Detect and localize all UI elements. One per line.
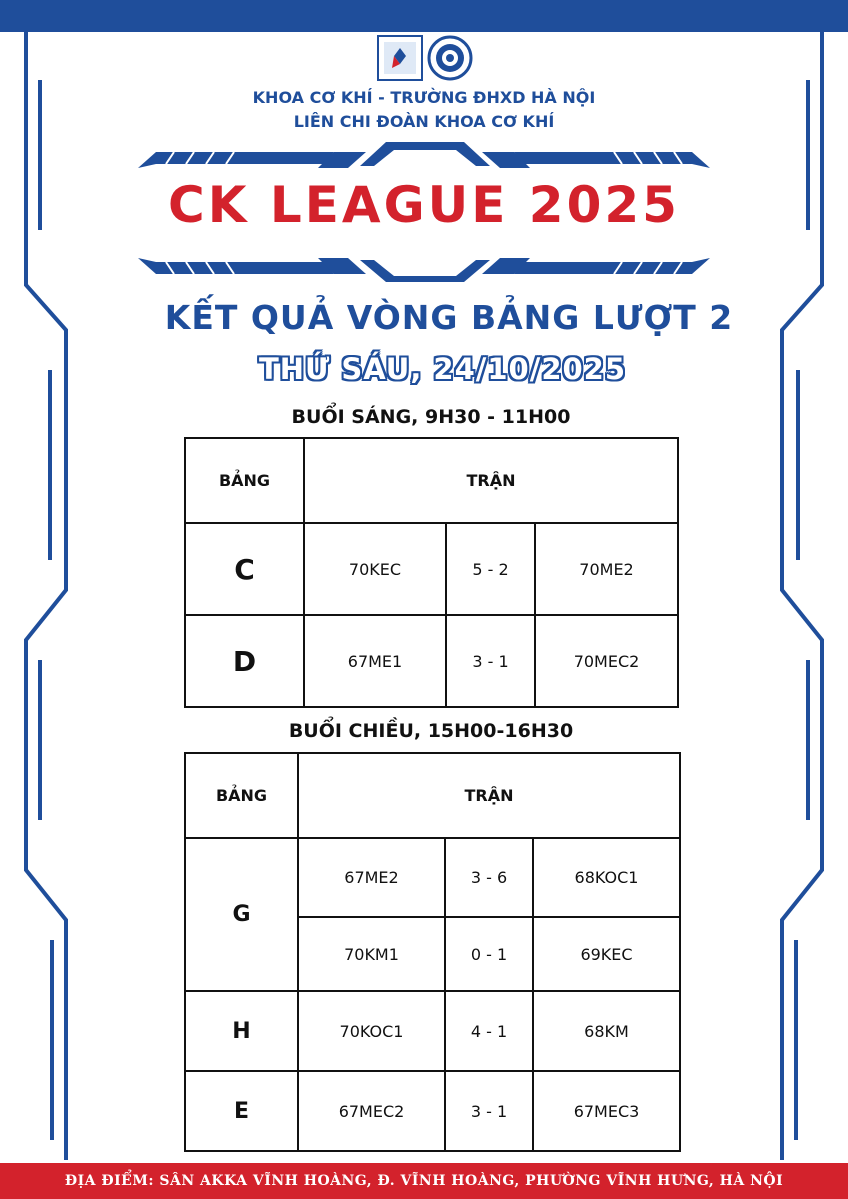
score: 3 - 1 <box>445 1071 533 1151</box>
table-header-row <box>185 753 680 838</box>
table-row <box>185 523 678 615</box>
table-row <box>185 838 680 917</box>
away-team: 70MEC2 <box>535 615 678 707</box>
league-title: CK LEAGUE 2025 <box>168 176 680 234</box>
group-cell: C <box>185 523 304 615</box>
home-team: 70KOC1 <box>298 991 445 1071</box>
home-team: 67ME1 <box>304 615 446 707</box>
score: 0 - 1 <box>445 917 533 991</box>
organization-name: KHOA CƠ KHÍ - TRƯỜNG ĐHXD HÀ NỘI <box>252 88 596 107</box>
group-cell: G <box>185 838 298 991</box>
score: 3 - 1 <box>446 615 535 707</box>
group-cell: E <box>185 1071 298 1151</box>
away-team: 67MEC3 <box>533 1071 680 1151</box>
score: 5 - 2 <box>446 523 535 615</box>
group-column-header: BẢNG <box>185 753 298 838</box>
match-column-header: TRẬN <box>298 753 680 838</box>
morning-results-table <box>184 437 679 708</box>
union-name: LIÊN CHI ĐOÀN KHOA CƠ KHÍ <box>293 112 555 131</box>
score: 4 - 1 <box>445 991 533 1071</box>
group-cell: D <box>185 615 304 707</box>
afternoon-results-table <box>184 752 681 1152</box>
home-team: 70KM1 <box>298 917 445 991</box>
home-team: 67MEC2 <box>298 1071 445 1151</box>
score: 3 - 6 <box>445 838 533 917</box>
group-column-header: BẢNG <box>185 438 304 523</box>
home-team: 70KEC <box>304 523 446 615</box>
away-team: 69KEC <box>533 917 680 991</box>
table-row <box>185 1071 680 1151</box>
group-cell: H <box>185 991 298 1071</box>
away-team: 70ME2 <box>535 523 678 615</box>
afternoon-session-label: BUỔI CHIỀU, 15H00-16H30 <box>288 720 574 742</box>
venue-footer: ĐỊA ĐIỂM: SÂN AKKA VĨNH HOÀNG, Đ. VĨNH HOÀNG, PHƯỜNG VĨNH HƯNG, HÀ NỘI <box>0 1163 848 1199</box>
results-heading: KẾT QUẢ VÒNG BẢNG LƯỢT 2 <box>164 298 734 337</box>
table-row <box>185 991 680 1071</box>
away-team: 68KOC1 <box>533 838 680 917</box>
away-team: 68KM <box>533 991 680 1071</box>
home-team: 67ME2 <box>298 838 445 917</box>
university-logo <box>378 36 422 80</box>
faculty-logo <box>429 37 471 79</box>
logo-group <box>376 34 476 82</box>
morning-session-label: BUỔI SÁNG, 9H30 - 11H00 <box>291 406 571 428</box>
match-column-header: TRẬN <box>304 438 678 523</box>
table-row <box>185 615 678 707</box>
match-date: THỨ SÁU, 24/10/2025 <box>258 352 627 386</box>
table-header-row <box>185 438 678 523</box>
